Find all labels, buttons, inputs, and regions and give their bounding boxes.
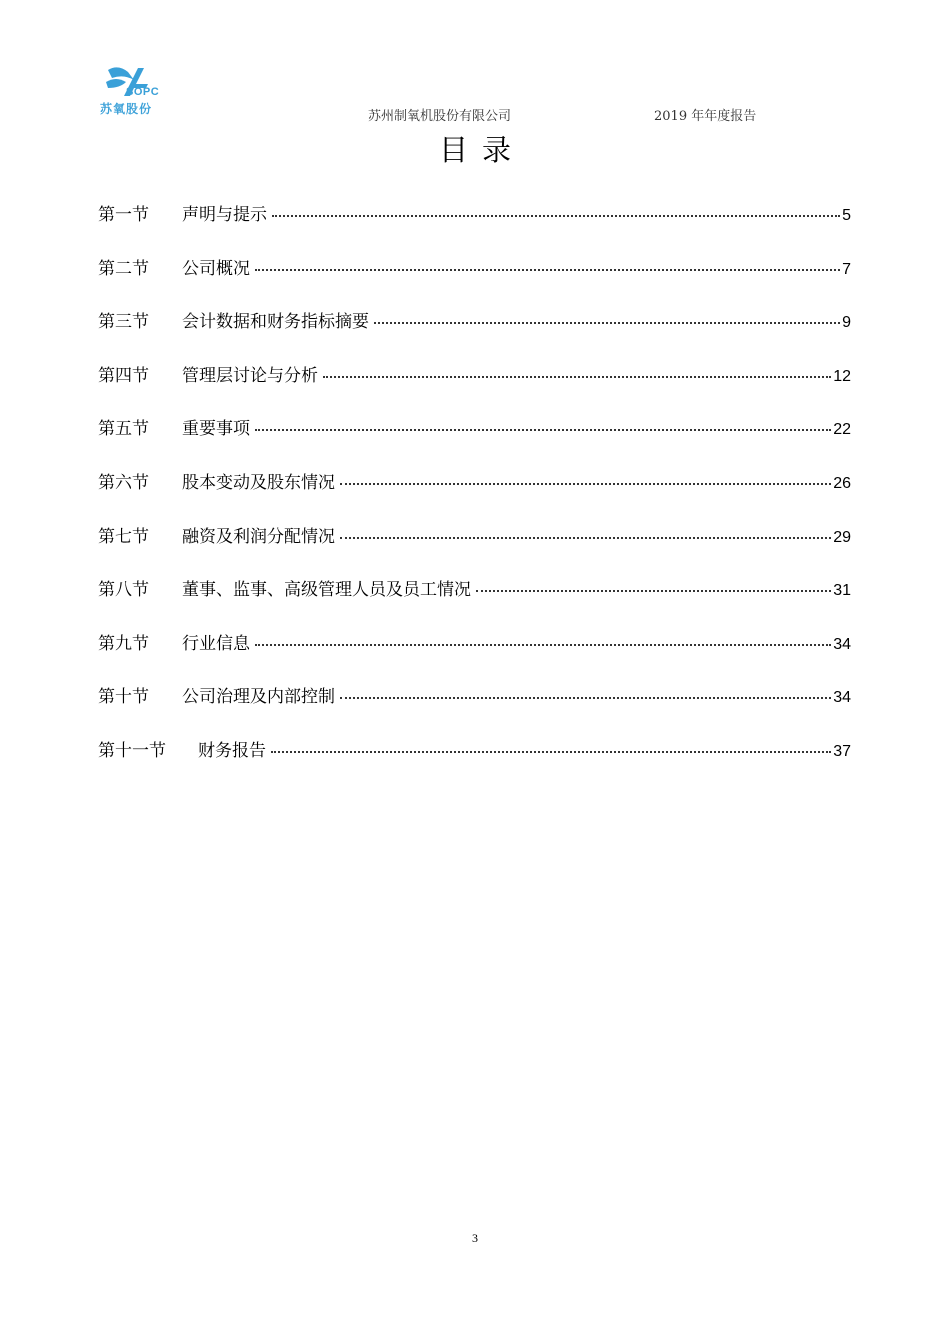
logo-chinese-name: 苏氧股份 [100, 102, 153, 116]
page-title: 目录 [438, 133, 525, 167]
header-company-name: 苏州制氧机股份有限公司 [368, 109, 512, 124]
header-report-title: 2019 年年度报告 [654, 109, 757, 124]
toc-section-number: 第六节 [98, 472, 149, 493]
toc-section-title: 股本变动及股东情况 [182, 472, 335, 493]
toc-page-number: 9 [842, 314, 851, 332]
toc-section-number: 第九节 [98, 633, 149, 654]
toc-entry[interactable] [98, 736, 851, 790]
toc-page-number: 5 [842, 207, 851, 224]
toc-page-number: 29 [833, 528, 851, 546]
toc-section-number: 第三节 [98, 312, 149, 333]
toc-entry[interactable] [98, 200, 851, 254]
toc-section-title: 财务报告 [198, 740, 266, 761]
toc-dot-leader [255, 269, 840, 271]
toc-section-number: 第七节 [98, 526, 149, 547]
toc-entry[interactable] [98, 468, 851, 522]
toc-section-number: 第四节 [98, 365, 149, 386]
toc-dot-leader [272, 215, 840, 217]
toc-page-number: 12 [833, 367, 851, 385]
toc-page-number: 26 [833, 474, 851, 492]
toc-dot-leader [340, 537, 831, 539]
toc-entry[interactable] [98, 575, 851, 629]
toc-section-number: 第十一节 [98, 740, 166, 761]
toc-dot-leader [323, 376, 831, 378]
toc-section-title: 重要事项 [182, 419, 250, 440]
toc-section-number: 第五节 [98, 419, 149, 440]
toc-dot-leader [340, 697, 831, 699]
toc-dot-leader [340, 483, 831, 485]
toc-section-number: 第二节 [98, 258, 149, 279]
toc-section-title: 行业信息 [182, 633, 250, 654]
toc-entry[interactable] [98, 361, 851, 415]
toc-dot-leader [476, 590, 831, 592]
toc-entry[interactable] [98, 414, 851, 468]
toc-section-title: 公司治理及内部控制 [182, 687, 335, 708]
toc-section-title: 董事、监事、高级管理人员及员工情况 [182, 580, 471, 601]
table-of-contents [98, 200, 851, 790]
toc-dot-leader [271, 751, 831, 753]
toc-dot-leader [255, 429, 831, 431]
toc-section-title: 融资及利润分配情况 [182, 526, 335, 547]
toc-section-number: 第八节 [98, 580, 149, 601]
toc-dot-leader [255, 644, 831, 646]
toc-section-number: 第十节 [98, 687, 149, 708]
toc-section-number: 第一节 [98, 205, 149, 225]
toc-page-number: 34 [833, 689, 851, 707]
toc-entry[interactable] [98, 682, 851, 736]
toc-page-number: 7 [842, 260, 851, 278]
toc-entry[interactable] [98, 307, 851, 361]
toc-section-title: 管理层讨论与分析 [182, 365, 318, 386]
toc-page-number: 34 [833, 635, 851, 653]
toc-section-title: 公司概况 [182, 258, 250, 279]
toc-page-number: 22 [833, 421, 851, 439]
toc-page-number: 31 [833, 582, 851, 600]
company-logo [100, 66, 176, 122]
toc-section-title: 声明与提示 [182, 205, 267, 225]
logo-wordmark: SOPC [126, 86, 160, 98]
toc-entry[interactable] [98, 254, 851, 308]
toc-page-number: 37 [833, 742, 851, 760]
toc-section-title: 会计数据和财务指标摘要 [182, 312, 369, 333]
toc-entry[interactable] [98, 522, 851, 576]
toc-entry[interactable] [98, 629, 851, 683]
toc-dot-leader [374, 322, 840, 324]
page-number-footer: 3 [472, 1231, 478, 1245]
